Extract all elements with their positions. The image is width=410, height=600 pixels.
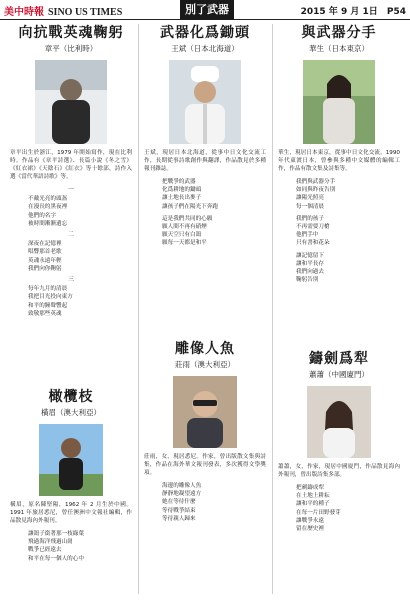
author-photo <box>39 424 103 496</box>
article-byline: 章平（比利時） <box>44 44 98 53</box>
author-bio: 王斌，現居日本北海道，從事中日文化交流工作，長期從事詩歌創作與翻譯，作品散見於多種報刊雜誌。 <box>144 150 266 172</box>
article-col1-bottom <box>10 388 132 563</box>
author-bio: 橫眉，原名陳堅陽，1962 年 2 月生於中國。1991 年旅居悉尼，曾任澳洲中文報社編輯，作品散見海內外報刊。 <box>10 502 132 524</box>
poem <box>144 482 266 523</box>
poem-line: 靜靜地凝望遠方 <box>162 491 202 498</box>
poem-line: 在漫長的黑夜裡 <box>28 204 68 211</box>
poem <box>278 484 400 533</box>
article-byline: 華生（日本東京） <box>309 44 369 53</box>
poem-line: 化爲耕地的鋤頭 <box>162 187 202 194</box>
poem <box>278 178 400 284</box>
article-byline: 蕭蕭（中國廈門） <box>309 370 369 379</box>
poem-line: 我們向過去 <box>296 269 324 276</box>
poem-line: 和平在每一個人的心中 <box>28 555 84 562</box>
poem-line: 等待戰爭結束 <box>162 507 196 514</box>
article-title: 與武器分手 <box>301 25 377 41</box>
poem-line: 英魂永遠年輕 <box>28 257 62 264</box>
poem-line: 我們與武器分手 <box>296 179 336 185</box>
article-byline: 橫眉（澳大利亞） <box>41 408 101 417</box>
brand-zh: 美中時報 <box>4 7 44 18</box>
article-col2 <box>144 24 266 248</box>
poem-line: 我把目光投向東方 <box>28 294 73 301</box>
column-divider <box>272 24 273 594</box>
author-photo <box>307 386 371 458</box>
author-bio: 莊雨，女，現居悉尼。作家，曾出版散文集與詩集，作品在海外華文報刊發表，多次獲得文學獎項。 <box>144 454 266 476</box>
poem-line: 如同與昨夜告別 <box>296 187 336 194</box>
author-bio: 章平出生於浙江，1979 年開始寫作，現在比利時。作品有《章平詩選》、長篇小說《冬之雪》《紅衣裙》《天陰石》《紅衣》等十餘部，詩作入選《當代華語詩歌》等。 <box>10 150 132 180</box>
article-title: 橄欖枝 <box>48 389 94 405</box>
poem-line: 不戴光亮的頭盔 <box>28 196 68 203</box>
column-divider <box>138 24 139 594</box>
poem-line: 她在等待什麼 <box>162 499 196 506</box>
poem-line: 讓和平長存 <box>296 260 324 267</box>
author-photo <box>303 60 375 144</box>
poem-line: 讓記憶留下 <box>296 252 324 259</box>
dateline <box>301 4 406 17</box>
poem-line: 他們的名字 <box>28 212 56 219</box>
article-byline: 王斌（日本北海道） <box>171 44 239 53</box>
poem-line: 願人間不再有硝煙 <box>162 224 207 231</box>
author-photo <box>35 60 107 144</box>
poem-line: 讓土地長出麥子 <box>162 195 202 202</box>
article-byline: 莊雨（澳大利亞） <box>175 360 235 369</box>
poem-line: 讓鴿子銜著那一枝綠葉 <box>28 531 84 537</box>
author-bio: 華生，現居日本東京，從事中日文化交流。1990 年代東渡日本，曾參與多種中文媒體的編輯工作，作品有散文集及詩集等。 <box>278 150 400 172</box>
poem-line: 只有書和花朵 <box>296 240 330 247</box>
article-title: 雕像人魚 <box>175 341 235 357</box>
poem-line: 讓陽光照亮 <box>296 195 324 202</box>
poem <box>10 186 132 318</box>
poem-line: 海邊的雕像人魚 <box>162 483 202 489</box>
page-number: P54 <box>386 7 406 17</box>
poem-line: 在每一片田野發芽 <box>296 509 341 516</box>
poem-line: 我們向你鞠躬 <box>28 265 62 272</box>
issue-date: 2015 年 9 月 1日 <box>300 7 378 17</box>
author-photo <box>169 60 241 144</box>
poem <box>144 178 266 248</box>
poem-line: 深夜在記憶裡 <box>28 241 62 248</box>
poem-line: 願天空只有白鴿 <box>162 232 202 239</box>
poem-line: 被時間漸漸遺忘 <box>28 220 68 227</box>
stanza-number: 一 <box>67 186 74 193</box>
poem-line: 每年九月的清晨 <box>28 286 68 293</box>
poem-line: 讓戰爭永遠 <box>296 517 324 524</box>
poem-line: 我們的孩子 <box>296 215 324 222</box>
brand-en: SINO US TIMES <box>48 7 123 18</box>
stanza-number: 三 <box>67 276 74 284</box>
poem-line: 這是我們共同的心願 <box>162 215 213 222</box>
author-photo <box>173 376 237 448</box>
article-title: 武器化爲鋤頭 <box>160 25 250 41</box>
poem-line: 把劍鑄成犁 <box>296 485 324 491</box>
article-title: 鑄劍爲犁 <box>309 351 369 367</box>
article-col2-bottom <box>144 340 266 523</box>
poem <box>10 530 132 563</box>
article-col3 <box>278 24 400 284</box>
poem-line: 在土地上耕耘 <box>296 493 330 500</box>
poem-line: 和平的鐘聲響起 <box>28 302 68 309</box>
poem-line: 願每一天都是和平 <box>162 240 207 247</box>
poem-line: 把戰爭的武器 <box>162 179 196 185</box>
article-col1 <box>10 24 132 318</box>
poem-line: 戰爭已經遠去 <box>28 547 62 554</box>
poem-line: 不再需要刀槍 <box>296 224 330 231</box>
author-bio: 蕭蕭，女，作家，現居中國廈門，作品散見海內外報刊，曾出版詩集多部。 <box>278 464 400 478</box>
article-col3-bottom <box>278 350 400 533</box>
poem-line: 讓孩子們在陽光下奔跑 <box>162 203 218 210</box>
stanza-number: 二 <box>67 231 74 239</box>
article-title: 向抗戰英魂鞠躬 <box>18 25 124 41</box>
poem-line: 唱響那首老歌 <box>28 249 62 256</box>
poem-line: 致敬那些英魂 <box>28 310 62 317</box>
section-tab: 別了武器 <box>180 0 234 20</box>
poem-line: 鞠躬告別 <box>296 277 319 284</box>
poem-line: 他們手中 <box>296 232 319 239</box>
poem-line: 每一個清晨 <box>296 203 324 210</box>
brand <box>4 3 122 18</box>
masthead <box>0 0 410 20</box>
poem-line: 留在歷史裡 <box>296 526 324 533</box>
poem-line: 讓和平的種子 <box>296 501 330 508</box>
poem-line: 等待親人歸來 <box>162 515 196 522</box>
poem-line: 飛過海洋飛過山崗 <box>28 539 73 546</box>
